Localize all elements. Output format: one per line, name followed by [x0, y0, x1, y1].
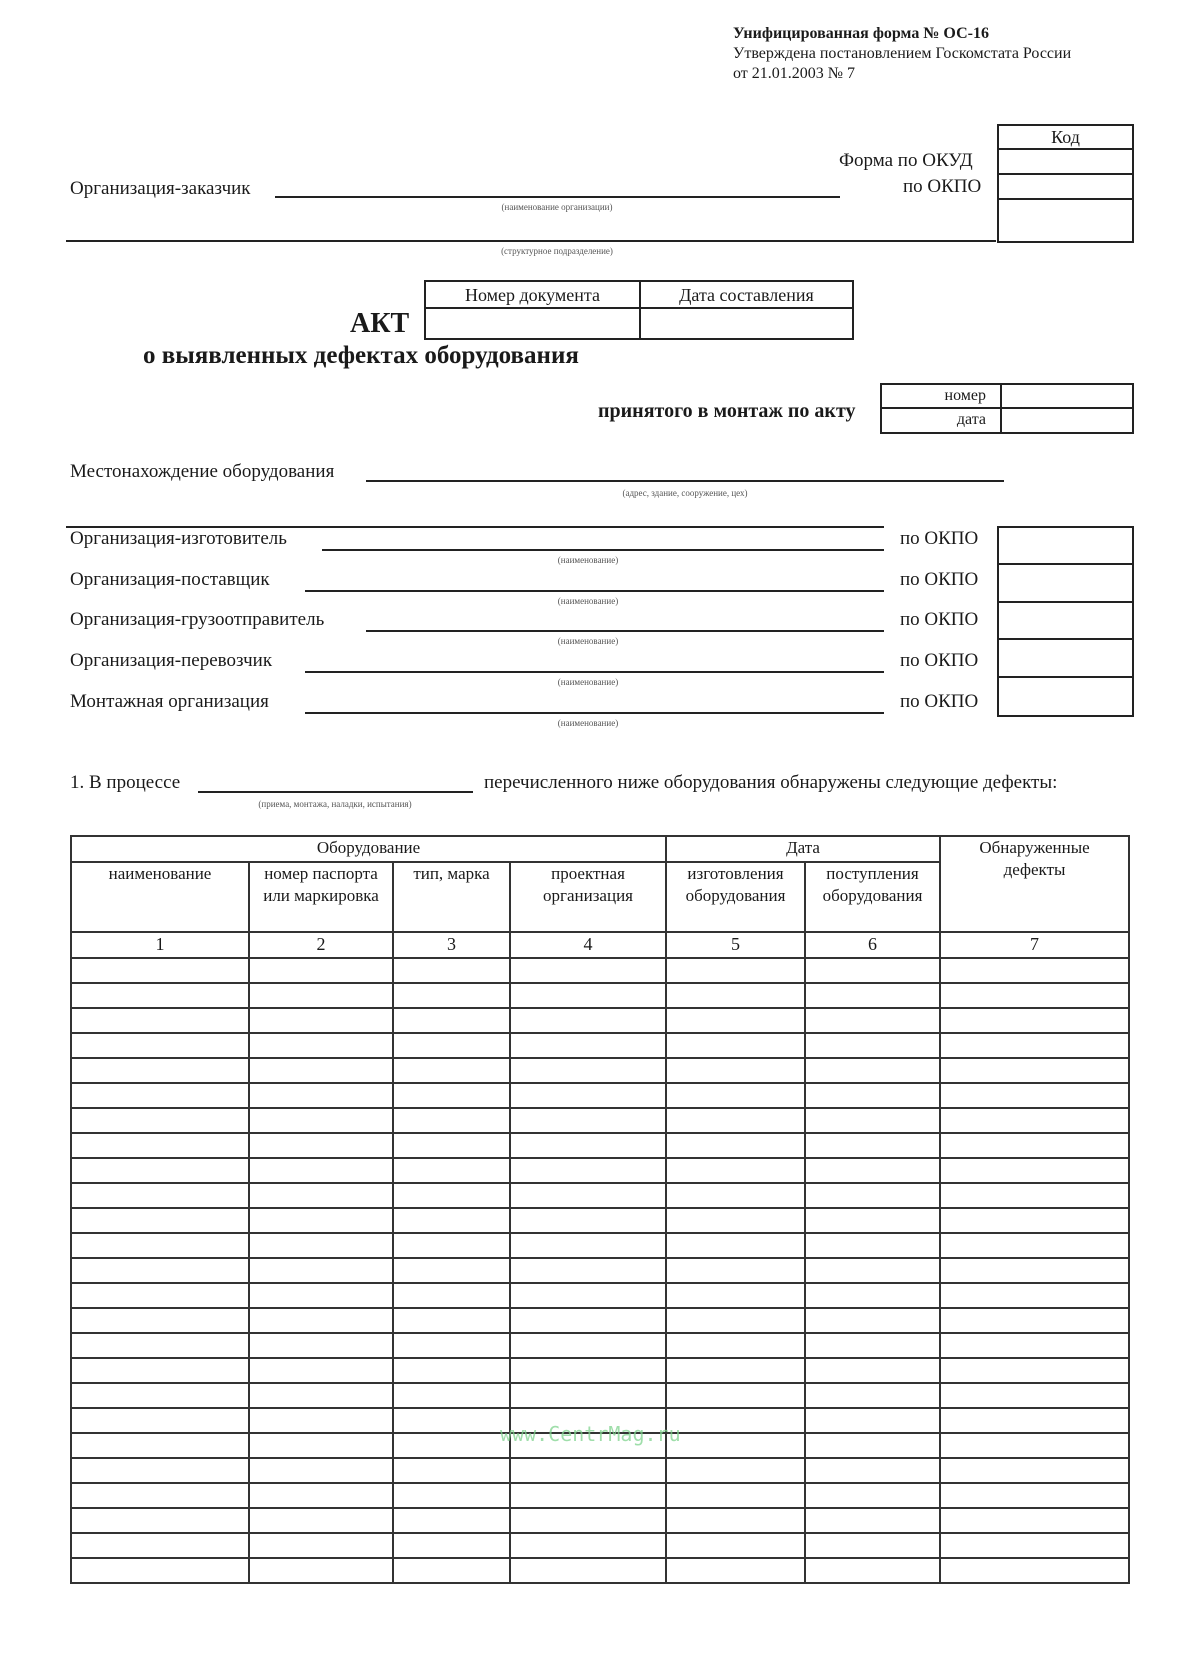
table-cell[interactable] — [249, 1558, 393, 1583]
table-cell[interactable] — [71, 1458, 249, 1483]
table-cell[interactable] — [805, 1083, 940, 1108]
table-cell[interactable] — [805, 1008, 940, 1033]
process-suffix: перечисленного ниже оборудования обнаружены следующие дефекты: — [484, 772, 1058, 793]
table-cell[interactable] — [249, 1233, 393, 1258]
table-cell[interactable] — [805, 958, 940, 983]
supplier-hint: (наименование) — [557, 596, 619, 606]
table-cell[interactable] — [940, 983, 1129, 1008]
table-cell[interactable] — [393, 1083, 510, 1108]
table-cell[interactable] — [666, 1333, 805, 1358]
table-cell[interactable] — [249, 958, 393, 983]
table-cell[interactable] — [666, 1208, 805, 1233]
table-cell[interactable] — [71, 1008, 249, 1033]
manufacturer-okpo-field[interactable] — [999, 528, 1132, 565]
customer-unit-hint: (структурное подразделение) — [501, 246, 613, 256]
table-cell[interactable] — [666, 1108, 805, 1133]
table-cell[interactable] — [393, 1333, 510, 1358]
table-cell[interactable] — [805, 1058, 940, 1083]
table-cell[interactable] — [71, 1183, 249, 1208]
table-cell[interactable] — [393, 1458, 510, 1483]
col-number-6: 6 — [805, 932, 940, 958]
table-cell[interactable] — [71, 1558, 249, 1583]
document-title: АКТ — [350, 308, 410, 339]
manufacturer-hint: (наименование) — [557, 555, 619, 565]
codes-header: Код — [999, 126, 1132, 150]
installer-hint: (наименование) — [557, 718, 619, 728]
table-row — [71, 1033, 1129, 1058]
carrier-field[interactable] — [305, 671, 884, 673]
table-cell[interactable] — [393, 1308, 510, 1333]
table-cell[interactable] — [940, 1283, 1129, 1308]
table-cell[interactable] — [510, 1208, 666, 1233]
table-cell[interactable] — [940, 1033, 1129, 1058]
table-cell[interactable] — [666, 1433, 805, 1458]
okpo-codes-stack — [997, 526, 1134, 717]
col-name-header: наименование — [71, 862, 249, 932]
customer-name-field[interactable] — [275, 196, 840, 198]
codes-box — [997, 124, 1134, 243]
table-cell[interactable] — [393, 958, 510, 983]
table-cell[interactable] — [71, 958, 249, 983]
table-cell[interactable] — [666, 1033, 805, 1058]
table-cell[interactable] — [249, 1358, 393, 1383]
table-cell[interactable] — [510, 1358, 666, 1383]
document-number-header: Номер документа — [426, 282, 641, 309]
table-cell[interactable] — [393, 1483, 510, 1508]
table-row — [71, 1108, 1129, 1133]
installer-okpo-field[interactable] — [999, 678, 1132, 715]
table-row — [71, 1558, 1129, 1583]
table-cell[interactable] — [510, 1508, 666, 1533]
table-row — [71, 1333, 1129, 1358]
customer-name-hint: (наименование организации) — [501, 202, 613, 212]
col-made-date-header: изготовления оборудования — [666, 862, 805, 932]
table-cell[interactable] — [393, 1383, 510, 1408]
table-cell[interactable] — [249, 983, 393, 1008]
col-received-date-header: поступления оборудования — [805, 862, 940, 932]
table-cell[interactable] — [71, 1533, 249, 1558]
document-number-field[interactable] — [426, 309, 641, 338]
table-row — [71, 1283, 1129, 1308]
table-cell[interactable] — [666, 983, 805, 1008]
col-number-1: 1 — [71, 932, 249, 958]
table-cell[interactable] — [71, 1333, 249, 1358]
document-number-box — [424, 280, 854, 340]
table-cell[interactable] — [940, 1083, 1129, 1108]
table-cell[interactable] — [940, 1258, 1129, 1283]
accepted-number-label: номер — [882, 385, 1002, 409]
table-cell[interactable] — [940, 1433, 1129, 1458]
table-cell[interactable] — [71, 1208, 249, 1233]
table-cell[interactable] — [940, 1508, 1129, 1533]
table-row — [71, 983, 1129, 1008]
table-cell[interactable] — [510, 1083, 666, 1108]
okpo-code-field[interactable] — [999, 175, 1132, 200]
table-cell[interactable] — [71, 1483, 249, 1508]
table-cell[interactable] — [510, 1133, 666, 1158]
table-cell[interactable] — [249, 1533, 393, 1558]
table-cell[interactable] — [666, 1533, 805, 1558]
installer-label: Монтажная организация — [70, 691, 269, 712]
table-cell[interactable] — [666, 958, 805, 983]
table-row — [71, 958, 1129, 983]
table-cell[interactable] — [805, 1383, 940, 1408]
table-cell[interactable] — [393, 1283, 510, 1308]
table-cell[interactable] — [666, 1258, 805, 1283]
table-cell[interactable] — [71, 983, 249, 1008]
table-cell[interactable] — [940, 1133, 1129, 1158]
table-cell[interactable] — [940, 1408, 1129, 1433]
table-cell[interactable] — [666, 1558, 805, 1583]
table-cell[interactable] — [393, 983, 510, 1008]
table-cell[interactable] — [805, 1308, 940, 1333]
process-prefix: 1. В процессе — [70, 772, 181, 793]
table-cell[interactable] — [249, 1383, 393, 1408]
table-cell[interactable] — [249, 1508, 393, 1533]
table-cell[interactable] — [510, 1533, 666, 1558]
table-cell[interactable] — [249, 1483, 393, 1508]
table-cell[interactable] — [71, 1033, 249, 1058]
table-cell[interactable] — [510, 1233, 666, 1258]
table-cell[interactable] — [393, 1533, 510, 1558]
table-cell[interactable] — [666, 1408, 805, 1433]
process-stage-field[interactable] — [198, 791, 473, 793]
table-cell[interactable] — [666, 1058, 805, 1083]
table-cell[interactable] — [805, 1358, 940, 1383]
okud-label: Форма по ОКУД — [839, 150, 973, 171]
table-cell[interactable] — [940, 1333, 1129, 1358]
table-cell[interactable] — [666, 1383, 805, 1408]
table-cell[interactable] — [940, 1208, 1129, 1233]
table-cell[interactable] — [805, 1483, 940, 1508]
watermark: www.CentrMag.ru — [500, 1422, 681, 1446]
table-cell[interactable] — [71, 1508, 249, 1533]
table-cell[interactable] — [805, 1533, 940, 1558]
form-approval-note — [733, 24, 1071, 84]
accepted-label: принятого в монтаж по акту — [598, 400, 856, 422]
table-cell[interactable] — [805, 983, 940, 1008]
table-cell[interactable] — [393, 1008, 510, 1033]
location-field[interactable] — [366, 480, 1004, 482]
installer-okpo-label: по ОКПО — [900, 691, 979, 712]
table-cell[interactable] — [71, 1158, 249, 1183]
table-cell[interactable] — [249, 1108, 393, 1133]
table-cell[interactable] — [510, 1483, 666, 1508]
table-cell[interactable] — [940, 1458, 1129, 1483]
table-cell[interactable] — [940, 1483, 1129, 1508]
table-cell[interactable] — [393, 1233, 510, 1258]
table-cell[interactable] — [249, 1283, 393, 1308]
group-equipment-header: Оборудование — [71, 836, 666, 862]
col-type-header: тип, марка — [393, 862, 510, 932]
table-cell[interactable] — [805, 1408, 940, 1433]
approved-date: от 21.01.2003 № 7 — [733, 65, 856, 82]
table-cell[interactable] — [510, 1333, 666, 1358]
table-cell[interactable] — [805, 1433, 940, 1458]
installer-field[interactable] — [305, 712, 884, 714]
table-row — [71, 1158, 1129, 1183]
col-number-3: 3 — [393, 932, 510, 958]
manufacturer-okpo-label: по ОКПО — [900, 528, 979, 549]
document-date-header: Дата составления — [641, 282, 852, 309]
table-cell[interactable] — [510, 1258, 666, 1283]
table-row — [71, 1308, 1129, 1333]
table-cell[interactable] — [666, 1158, 805, 1183]
defects-table — [70, 835, 1130, 1584]
table-cell[interactable] — [666, 1283, 805, 1308]
supplier-okpo-field[interactable] — [999, 565, 1132, 602]
table-cell[interactable] — [71, 1083, 249, 1108]
table-cell[interactable] — [393, 1133, 510, 1158]
table-row — [71, 1058, 1129, 1083]
table-cell[interactable] — [666, 1008, 805, 1033]
table-cell[interactable] — [393, 1033, 510, 1058]
table-cell[interactable] — [71, 1383, 249, 1408]
table-row — [71, 1083, 1129, 1108]
table-cell[interactable] — [71, 1058, 249, 1083]
table-cell[interactable] — [249, 1033, 393, 1058]
unified-form-title: Унифицированная форма № ОС-16 — [733, 25, 989, 42]
table-cell[interactable] — [510, 1158, 666, 1183]
table-cell[interactable] — [666, 1458, 805, 1483]
table-cell[interactable] — [249, 1083, 393, 1108]
table-cell[interactable] — [510, 1183, 666, 1208]
table-cell[interactable] — [940, 1358, 1129, 1383]
table-cell[interactable] — [393, 1408, 510, 1433]
table-cell[interactable] — [666, 1483, 805, 1508]
table-row — [71, 1208, 1129, 1233]
supplier-label: Организация-поставщик — [70, 569, 270, 590]
table-cell[interactable] — [71, 1233, 249, 1258]
table-cell[interactable] — [393, 1358, 510, 1383]
table-cell[interactable] — [71, 1133, 249, 1158]
customer-unit-field[interactable] — [66, 240, 996, 242]
document-date-field[interactable] — [641, 309, 852, 338]
table-cell[interactable] — [940, 1008, 1129, 1033]
table-cell[interactable] — [805, 1283, 940, 1308]
carrier-okpo-label: по ОКПО — [900, 650, 979, 671]
table-cell[interactable] — [940, 958, 1129, 983]
table-cell[interactable] — [393, 1108, 510, 1133]
shipper-field[interactable] — [366, 630, 884, 632]
table-cell[interactable] — [805, 1258, 940, 1283]
accepted-number-field[interactable] — [1002, 385, 1132, 409]
table-cell[interactable] — [805, 1183, 940, 1208]
customer-label: Организация-заказчик — [70, 178, 251, 199]
table-cell[interactable] — [71, 1358, 249, 1383]
table-cell[interactable] — [393, 1258, 510, 1283]
table-cell[interactable] — [805, 1558, 940, 1583]
table-cell[interactable] — [510, 1308, 666, 1333]
col-number-5: 5 — [666, 932, 805, 958]
table-cell[interactable] — [940, 1383, 1129, 1408]
shipper-hint: (наименование) — [557, 636, 619, 646]
table-cell[interactable] — [510, 1458, 666, 1483]
okud-code-field[interactable] — [999, 150, 1132, 175]
table-cell[interactable] — [393, 1183, 510, 1208]
table-row — [71, 1383, 1129, 1408]
carrier-label: Организация-перевозчик — [70, 650, 273, 671]
table-cell[interactable] — [805, 1133, 940, 1158]
table-row — [71, 1258, 1129, 1283]
table-cell[interactable] — [71, 1283, 249, 1308]
table-cell[interactable] — [510, 958, 666, 983]
table-cell[interactable] — [71, 1108, 249, 1133]
table-cell[interactable] — [249, 1208, 393, 1233]
col-number-2: 2 — [249, 932, 393, 958]
table-cell[interactable] — [71, 1308, 249, 1333]
table-cell[interactable] — [71, 1408, 249, 1433]
table-row — [71, 1008, 1129, 1033]
table-row — [71, 1233, 1129, 1258]
table-cell[interactable] — [249, 1433, 393, 1458]
location-label: Местонахождение оборудования — [70, 461, 335, 482]
table-row — [71, 1183, 1129, 1208]
table-cell[interactable] — [249, 1308, 393, 1333]
table-cell[interactable] — [666, 1233, 805, 1258]
defects-header: Обнаруженные дефекты — [940, 836, 1129, 932]
table-cell[interactable] — [249, 1058, 393, 1083]
table-cell[interactable] — [940, 1158, 1129, 1183]
carrier-okpo-field[interactable] — [999, 640, 1132, 677]
table-cell[interactable] — [393, 1433, 510, 1458]
table-cell[interactable] — [940, 1058, 1129, 1083]
okpo-label: по ОКПО — [903, 176, 982, 197]
supplier-field[interactable] — [305, 590, 884, 592]
table-cell[interactable] — [940, 1108, 1129, 1133]
carrier-hint: (наименование) — [557, 677, 619, 687]
table-cell[interactable] — [249, 1258, 393, 1283]
table-cell[interactable] — [805, 1158, 940, 1183]
table-cell[interactable] — [71, 1433, 249, 1458]
table-cell[interactable] — [805, 1233, 940, 1258]
table-cell[interactable] — [393, 1508, 510, 1533]
table-cell[interactable] — [805, 1208, 940, 1233]
table-cell[interactable] — [805, 1108, 940, 1133]
accepted-act-box — [880, 383, 1134, 434]
table-cell[interactable] — [393, 1208, 510, 1233]
group-date-header: Дата — [666, 836, 940, 862]
table-cell[interactable] — [249, 1158, 393, 1183]
table-cell[interactable] — [510, 1108, 666, 1133]
table-row — [71, 1508, 1129, 1533]
table-cell[interactable] — [666, 1083, 805, 1108]
table-cell[interactable] — [940, 1233, 1129, 1258]
table-cell[interactable] — [510, 1283, 666, 1308]
process-hint: (приема, монтажа, наладки, испытания) — [258, 799, 412, 809]
table-cell[interactable] — [666, 1508, 805, 1533]
table-cell[interactable] — [805, 1458, 940, 1483]
location-hint: (адрес, здание, сооружение, цех) — [622, 488, 748, 498]
table-cell[interactable] — [249, 1333, 393, 1358]
table-row — [71, 1483, 1129, 1508]
table-cell[interactable] — [805, 1333, 940, 1358]
table-cell[interactable] — [510, 1033, 666, 1058]
table-cell[interactable] — [510, 1558, 666, 1583]
table-cell[interactable] — [393, 1158, 510, 1183]
table-cell[interactable] — [940, 1533, 1129, 1558]
col-number-4: 4 — [510, 932, 666, 958]
table-cell[interactable] — [666, 1183, 805, 1208]
table-cell[interactable] — [805, 1508, 940, 1533]
table-row — [71, 1533, 1129, 1558]
table-cell[interactable] — [393, 1058, 510, 1083]
col-passport-header: номер паспорта или маркировка — [249, 862, 393, 932]
table-cell[interactable] — [249, 1183, 393, 1208]
unit-code-field[interactable] — [999, 200, 1132, 241]
table-cell[interactable] — [805, 1033, 940, 1058]
table-cell[interactable] — [249, 1458, 393, 1483]
table-cell[interactable] — [510, 1058, 666, 1083]
shipper-label: Организация-грузоотправитель — [70, 609, 325, 630]
table-cell[interactable] — [510, 1383, 666, 1408]
table-cell[interactable] — [666, 1358, 805, 1383]
table-cell[interactable] — [940, 1183, 1129, 1208]
manufacturer-field[interactable] — [322, 549, 884, 551]
accepted-date-label: дата — [882, 409, 1002, 432]
table-cell[interactable] — [940, 1558, 1129, 1583]
table-row — [71, 1458, 1129, 1483]
table-row — [71, 1133, 1129, 1158]
shipper-okpo-field[interactable] — [999, 603, 1132, 640]
table-cell[interactable] — [940, 1308, 1129, 1333]
table-cell[interactable] — [666, 1133, 805, 1158]
table-cell[interactable] — [71, 1258, 249, 1283]
document-subtitle: о выявленных дефектах оборудования — [143, 342, 579, 369]
table-cell[interactable] — [666, 1308, 805, 1333]
table-row — [71, 1358, 1129, 1383]
col-design-org-header: проектная организация — [510, 862, 666, 932]
table-cell[interactable] — [249, 1133, 393, 1158]
table-cell[interactable] — [393, 1558, 510, 1583]
table-cell[interactable] — [249, 1008, 393, 1033]
table-cell[interactable] — [510, 1008, 666, 1033]
shipper-okpo-label: по ОКПО — [900, 609, 979, 630]
approved-by: Утверждена постановлением Госкомстата России — [733, 45, 1072, 62]
manufacturer-label: Организация-изготовитель — [70, 528, 287, 549]
supplier-okpo-label: по ОКПО — [900, 569, 979, 590]
table-cell[interactable] — [249, 1408, 393, 1433]
col-number-7: 7 — [940, 932, 1129, 958]
table-cell[interactable] — [510, 983, 666, 1008]
accepted-date-field[interactable] — [1002, 409, 1132, 432]
